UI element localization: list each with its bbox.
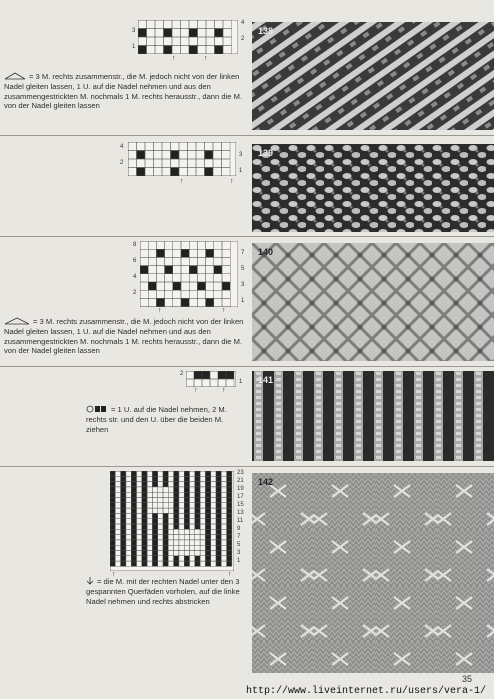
row-number: 13	[237, 510, 244, 516]
repeat-arrow: ↑	[172, 55, 176, 62]
row-number: 3	[132, 28, 136, 34]
row-number: 2	[241, 36, 245, 42]
knit-swatch-photo-2	[252, 144, 494, 232]
stitch-legend-5	[86, 577, 244, 606]
stitch-symbol-icon	[4, 72, 26, 82]
legend-text: = 1 U. auf die Nadel nehmen, 2 M. rechts str. und den U. über die beiden M. ziehen	[86, 405, 227, 434]
swatch-number: 141	[258, 375, 274, 385]
stitch-legend-3	[4, 317, 248, 356]
row-number: 5	[241, 266, 245, 272]
row-number: 8	[133, 242, 137, 248]
footer-url: http://www.liveinternet.ru/users/vera-1/	[246, 686, 487, 697]
pattern-section-2	[0, 136, 494, 236]
row-number: 21	[237, 478, 244, 484]
legend-text: = die M. mit der rechten Nadel unter den 3 gespannten Querfäden vorholen, auf die linke Nadel nehmen und rechts abstricken	[86, 577, 240, 606]
row-number: 7	[241, 250, 245, 256]
row-number: 4	[133, 274, 137, 280]
row-number: 1	[132, 44, 136, 50]
repeat-arrow: ↑	[194, 387, 198, 394]
knitting-chart-3	[140, 241, 238, 307]
legend-text: = 3 M. rechts zusammenstr., die M. jedoch nicht von der linken Nadel gleiten lassen, 1 U. auf die Nadel nehmen und aus den zusammengestrickten M. nochmals 1 M. rechts herausstr., dann die M. von der Nadel gleiten lassen	[4, 72, 243, 111]
row-number: 17	[237, 494, 244, 500]
row-number: 3	[241, 282, 245, 288]
row-number: 2	[133, 290, 137, 296]
stitch-legend-4	[86, 405, 246, 434]
page-number: 35	[462, 674, 473, 684]
repeat-arrow: ↑	[222, 307, 226, 314]
knit-swatch-photo-1	[252, 22, 494, 130]
row-number: 11	[237, 518, 244, 524]
repeat-arrow: ↑	[112, 571, 116, 578]
stitch-symbol-icon	[4, 317, 30, 327]
pattern-section-1	[0, 0, 494, 135]
knitting-chart-5	[110, 471, 234, 571]
row-number: 4	[241, 20, 245, 26]
knitting-chart-4	[186, 371, 236, 387]
row-number: 7	[237, 534, 241, 540]
repeat-arrow: ↑	[230, 178, 234, 185]
row-number: 9	[237, 526, 241, 532]
knitting-chart-1	[138, 20, 238, 54]
knit-swatch-photo-5	[252, 473, 494, 673]
row-number: 19	[237, 486, 244, 492]
repeat-arrow: ↑	[180, 178, 184, 185]
row-number: 6	[133, 258, 137, 264]
knitting-chart-2	[128, 142, 236, 176]
row-number: 4	[120, 144, 124, 150]
stitch-symbol-icon	[86, 577, 94, 587]
stitch-legend-1	[4, 72, 248, 111]
row-number: 1	[239, 168, 243, 174]
row-number: 3	[239, 152, 243, 158]
knit-swatch-photo-4	[252, 371, 494, 461]
repeat-arrow: ↑	[204, 55, 208, 62]
pattern-section-4	[0, 367, 494, 466]
row-number: 15	[237, 502, 244, 508]
legend-text: = 3 M. rechts zusammenstr., die M. jedoch nicht von der linken Nadel gleiten lassen, 1 U. auf die Nadel nehmen und aus den zusammengestrickten M. nochmals 1 M. rechts herausstr., dann die M. von der Nadel gleiten lassen	[4, 317, 244, 356]
pattern-section-3	[0, 237, 494, 366]
row-number: 3	[237, 550, 241, 556]
row-number: 23	[237, 470, 244, 476]
repeat-arrow: ↑	[158, 307, 162, 314]
pattern-section-5	[0, 467, 494, 679]
stitch-symbol-icon	[86, 405, 108, 415]
row-number: 5	[237, 542, 241, 548]
swatch-number: 142	[258, 477, 274, 487]
repeat-arrow: ↑	[222, 387, 226, 394]
repeat-arrow: ↑	[228, 571, 232, 578]
row-number: 2	[120, 160, 124, 166]
row-number: 1	[239, 379, 243, 385]
swatch-number: 139	[258, 148, 274, 158]
row-number: 1	[237, 558, 241, 564]
row-number: 2	[180, 371, 184, 377]
row-number: 1	[241, 298, 245, 304]
swatch-number: 140	[258, 247, 274, 257]
swatch-number: 138	[258, 26, 274, 36]
knit-swatch-photo-3	[252, 243, 494, 361]
